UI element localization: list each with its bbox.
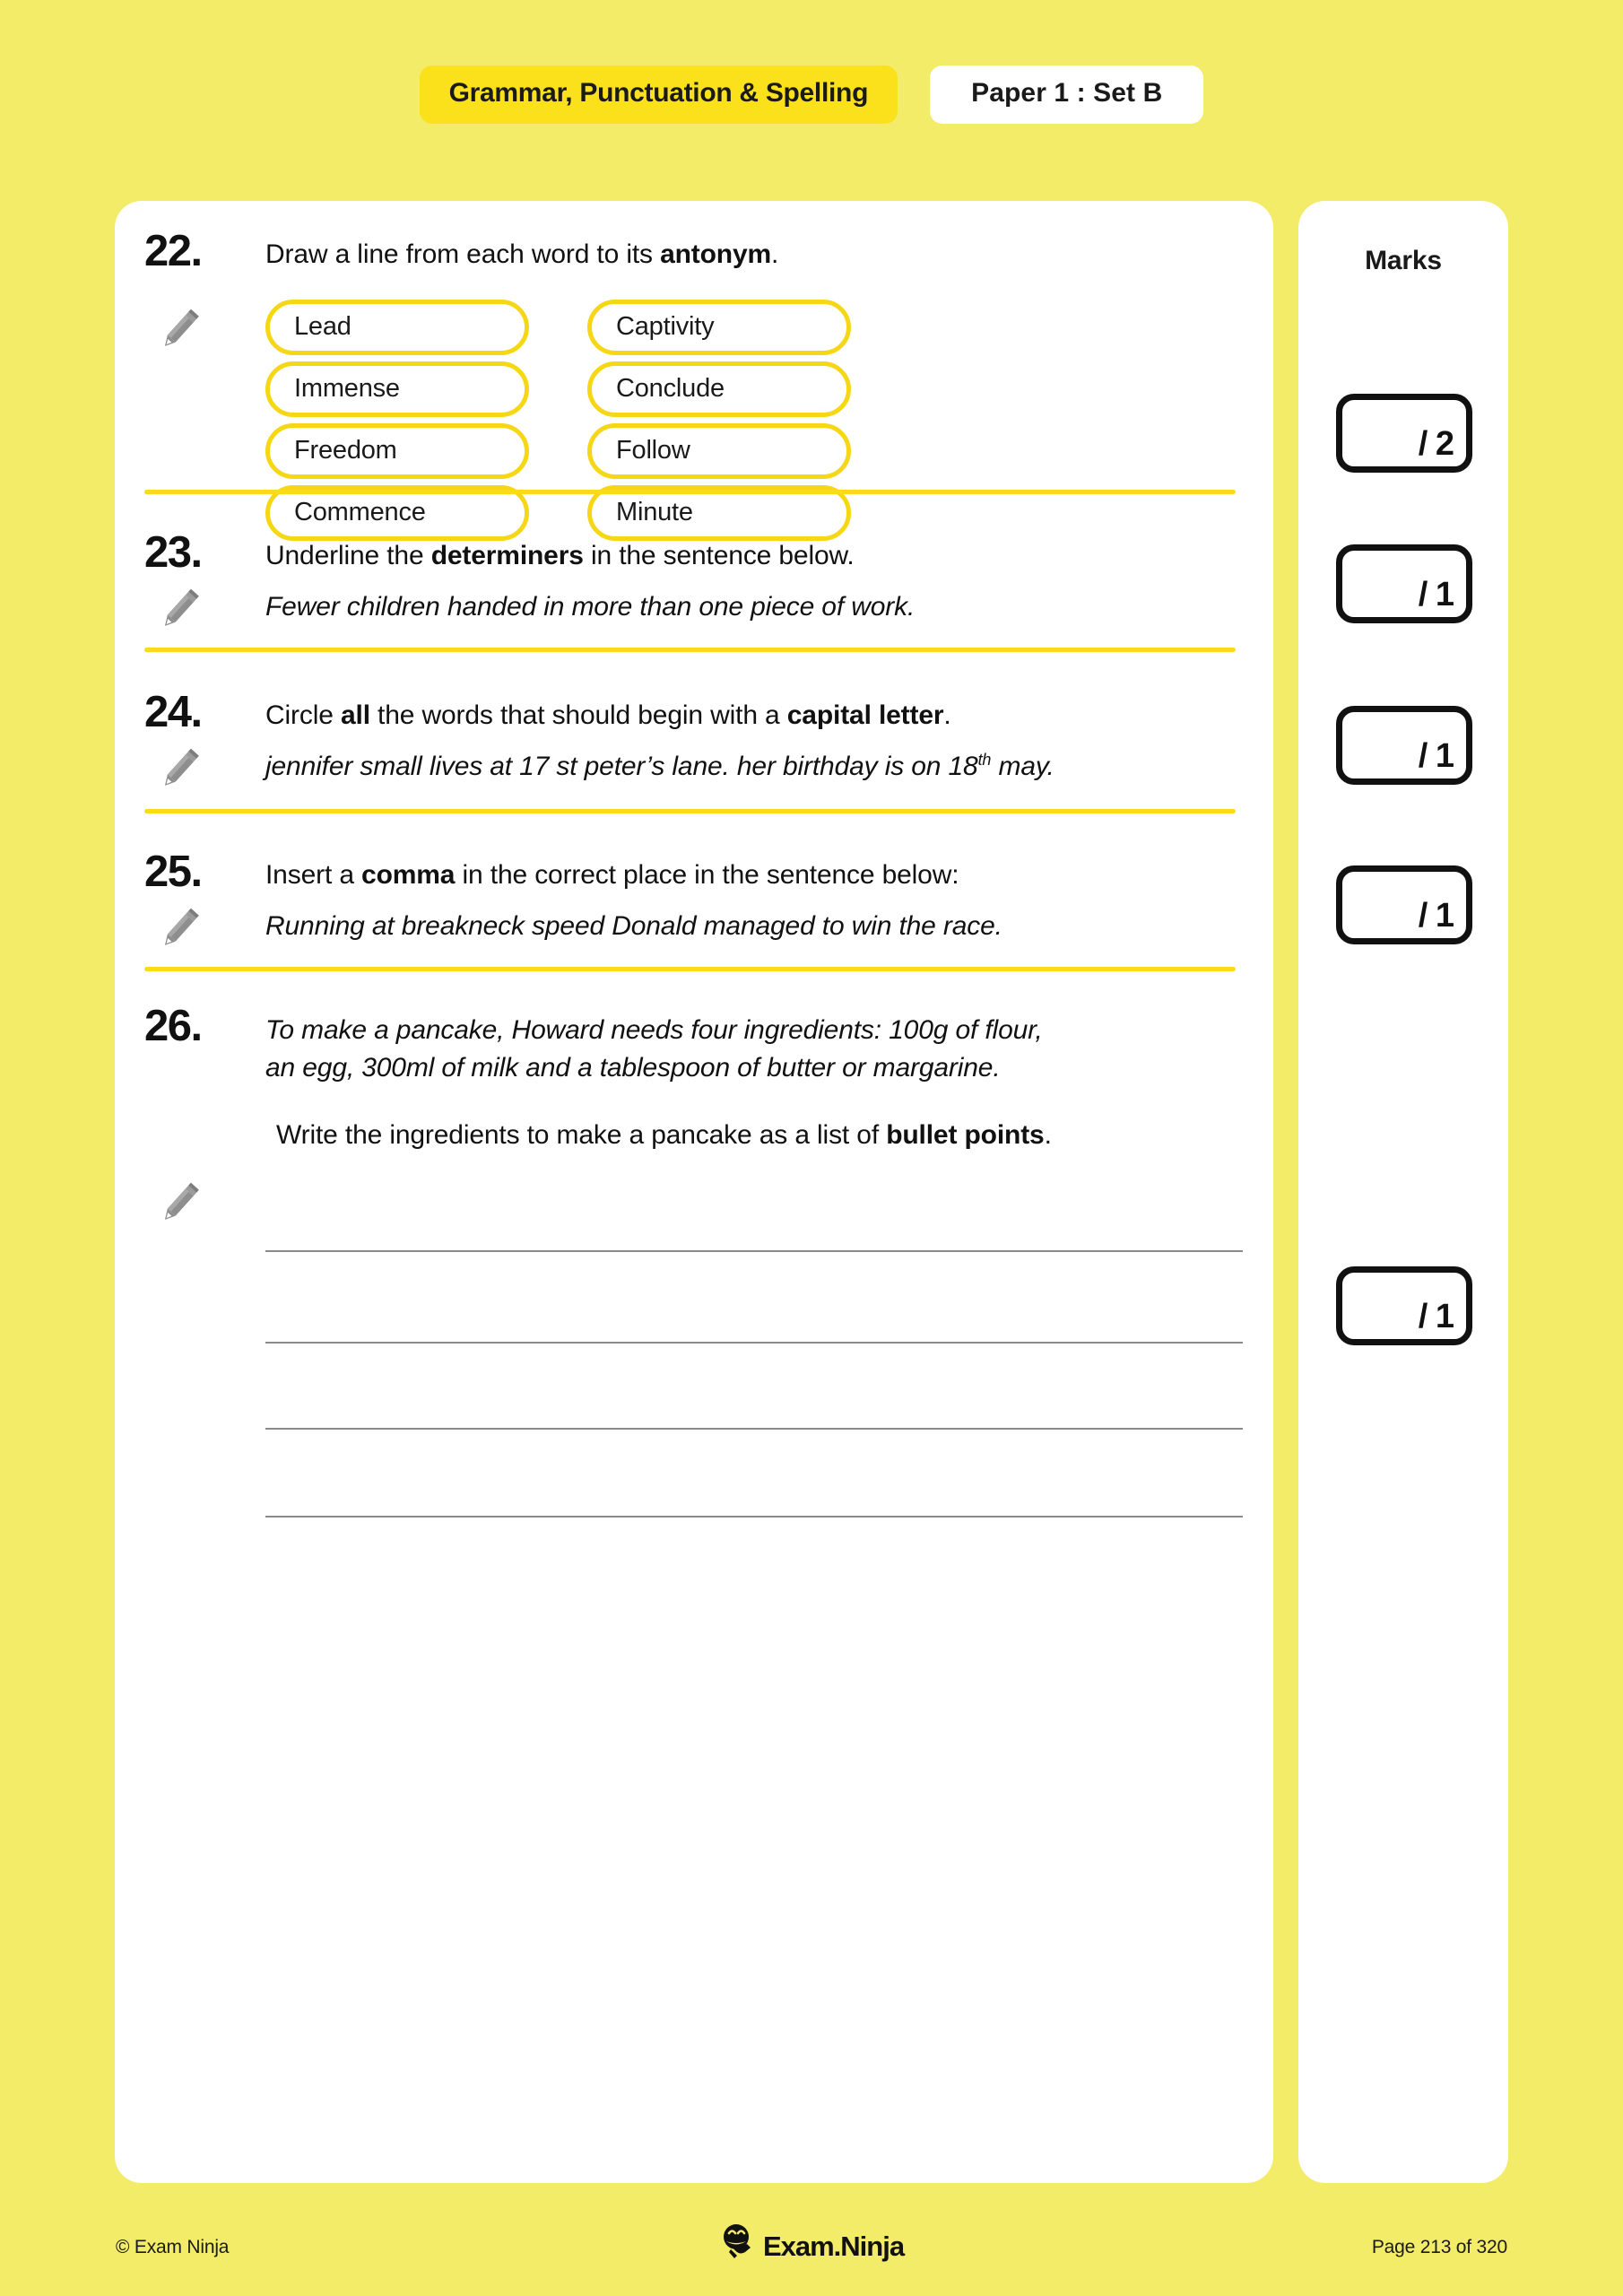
question-26-task-suffix: . [1044, 1120, 1052, 1150]
question-25-prompt-suffix: in the correct place in the sentence below: [455, 860, 959, 890]
word-box-left-0-label: Lead [294, 311, 352, 341]
divider-3 [144, 809, 1236, 813]
footer-brand-text: Exam.Ninja [762, 2230, 905, 2262]
question-23-sentence: Fewer children handed in more than one piece of work. [265, 592, 916, 622]
marks-column-title: Marks [1365, 246, 1442, 275]
question-24-prompt-bold: all [340, 700, 370, 730]
word-box-right-1[interactable] [587, 361, 851, 417]
questions-card [115, 201, 1273, 2183]
question-22-number: 22. [144, 227, 202, 275]
answer-line-3[interactable] [265, 1428, 1243, 1430]
question-26-task-bold: bullet points [886, 1120, 1045, 1150]
mark-box-question-26-label: / 1 [1418, 1298, 1454, 1335]
question-24-prompt-bold2: capital letter [786, 700, 944, 730]
word-box-left-1[interactable] [265, 361, 529, 417]
question-26-task-prefix: Write the ingredients to make a pancake as a list of [276, 1120, 887, 1150]
pencil-icon [152, 1177, 206, 1231]
paper-set-badge: Paper 1 : Set B [930, 65, 1203, 124]
mark-box-question-26[interactable] [1336, 1266, 1472, 1345]
footer-copyright: © Exam Ninja [116, 2237, 230, 2257]
answer-line-1[interactable] [265, 1250, 1243, 1252]
question-23-number: 23. [144, 528, 202, 577]
question-23-prompt-suffix: in the sentence below. [583, 541, 855, 570]
question-24-number: 24. [144, 688, 202, 736]
subject-badge: Grammar, Punctuation & Spelling [420, 65, 898, 124]
word-box-left-1-label: Immense [294, 373, 400, 403]
mark-box-question-25[interactable] [1336, 865, 1472, 944]
word-box-right-2[interactable] [587, 423, 851, 479]
ninja-mascot-icon [719, 2222, 757, 2270]
word-box-left-3-label: Commence [294, 497, 426, 526]
question-26-stem-line-1: To make a pancake, Howard needs four ingredients: 100g of flour, [265, 1015, 1043, 1045]
question-22-prompt-bold: antonym [660, 239, 772, 269]
question-23-prompt [265, 538, 855, 574]
mark-box-question-22-label: / 2 [1418, 425, 1454, 463]
question-24-prompt [265, 698, 951, 734]
word-box-right-1-label: Conclude [616, 373, 725, 403]
question-25-number: 25. [144, 848, 202, 896]
word-box-right-0-label: Captivity [616, 311, 715, 341]
word-box-right-3-label: Minute [616, 497, 693, 526]
pencil-icon [152, 743, 206, 796]
question-26-number: 26. [144, 1002, 202, 1050]
question-22-prompt [265, 237, 778, 273]
word-box-left-2[interactable] [265, 423, 529, 479]
question-23-prompt-bold: determiners [430, 541, 584, 570]
word-box-right-0[interactable] [587, 300, 851, 355]
mark-box-question-23[interactable] [1336, 544, 1472, 623]
pencil-icon [152, 902, 206, 956]
word-box-left-2-label: Freedom [294, 435, 397, 465]
pencil-icon [152, 303, 206, 357]
question-24-sentence-a: jennifer small lives at 17 st peter’s lane. her birthday is on 18 [265, 752, 978, 781]
word-box-right-2-label: Follow [616, 435, 690, 465]
question-22-prompt-prefix: Draw a line from each word to its [265, 239, 661, 269]
question-22-prompt-suffix: . [771, 239, 779, 269]
footer-page-number: Page 213 of 320 [1371, 2237, 1507, 2257]
mark-box-question-23-label: / 1 [1418, 576, 1454, 613]
mark-box-question-24-label: / 1 [1418, 737, 1454, 775]
question-25-prompt [265, 857, 959, 893]
page-header [0, 65, 1623, 124]
marks-card [1298, 201, 1508, 2183]
divider-2 [144, 648, 1236, 652]
question-24-sentence-sup: th [977, 751, 992, 769]
pencil-icon [152, 583, 206, 637]
word-box-left-0[interactable] [265, 300, 529, 355]
question-26-stem-line-2: an egg, 300ml of milk and a tablespoon of butter or margarine. [265, 1053, 1001, 1083]
question-25-prompt-prefix: Insert a [265, 860, 362, 890]
question-25-prompt-bold: comma [361, 860, 456, 890]
mark-box-question-25-label: / 1 [1418, 897, 1454, 935]
question-24-sentence-b: may. [991, 752, 1055, 781]
question-24-sentence [265, 748, 1055, 787]
answer-line-4[interactable] [265, 1516, 1243, 1518]
answer-line-2[interactable] [265, 1342, 1243, 1344]
question-24-prompt-mid: the words that should begin with a [369, 700, 787, 730]
mark-box-question-22[interactable] [1336, 394, 1472, 473]
question-24-prompt-suffix: . [943, 700, 951, 730]
divider-1 [144, 490, 1236, 494]
divider-4 [144, 967, 1236, 971]
question-23-prompt-prefix: Underline the [265, 541, 431, 570]
mark-box-question-24[interactable] [1336, 706, 1472, 785]
question-26-task [276, 1118, 1052, 1153]
question-25-sentence: Running at breakneck speed Donald managed to win the race. [265, 911, 1002, 941]
question-24-prompt-prefix: Circle [265, 700, 341, 730]
